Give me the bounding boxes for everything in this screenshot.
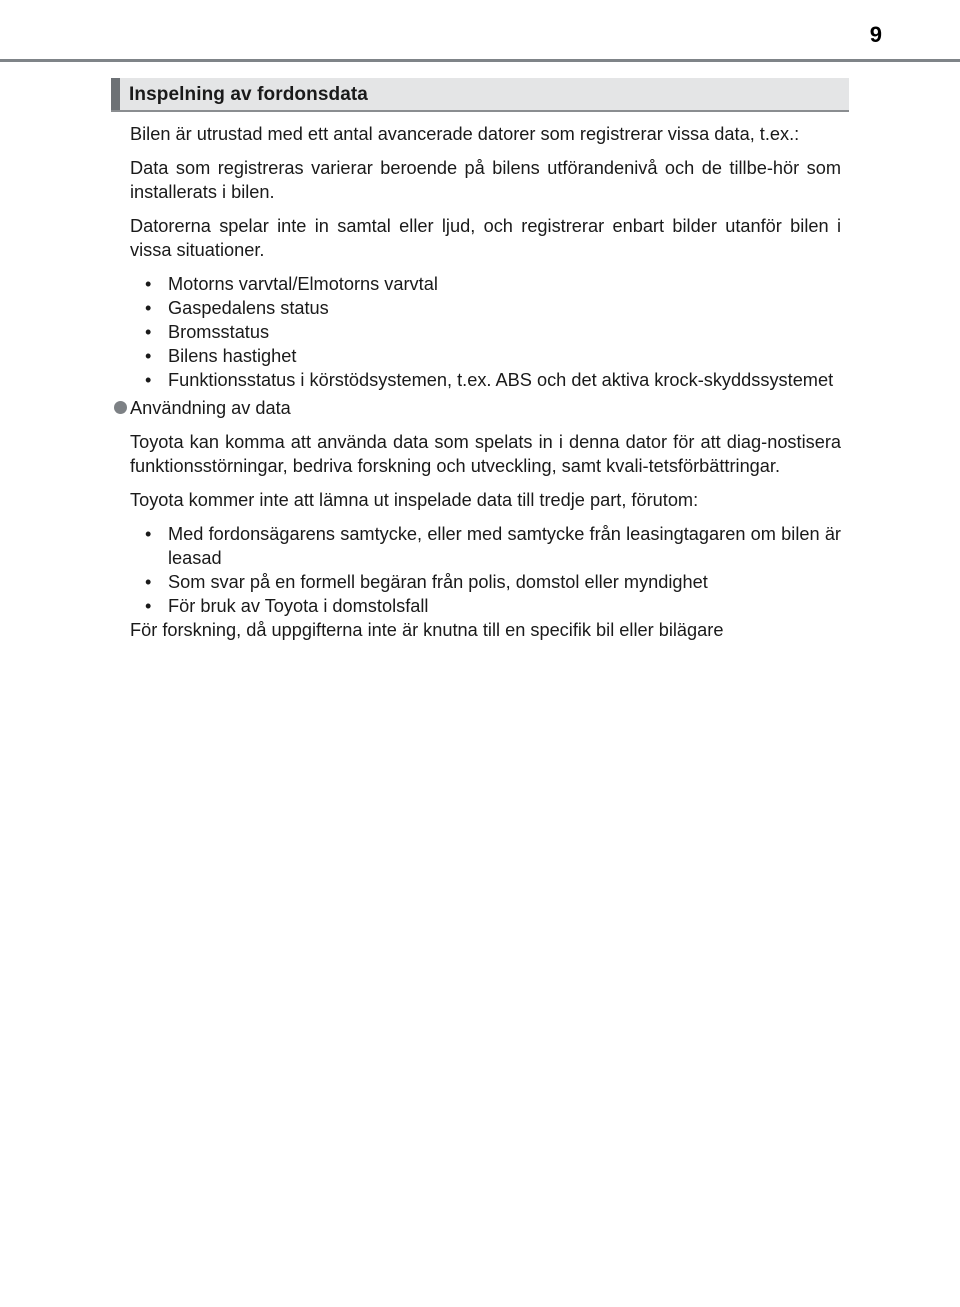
bullet-icon: •	[145, 524, 152, 544]
list-item: • Gaspedalens status	[145, 298, 329, 318]
bullet-icon: •	[145, 346, 152, 366]
list-item: • Funktionsstatus i körstödsystemen, t.ex. ABS och det aktiva krock-skyddssystemet	[145, 370, 834, 390]
recorded-data-list	[130, 272, 841, 392]
subheading-label: Användning av data	[130, 398, 291, 418]
subheading	[114, 396, 841, 420]
bullet-icon: •	[145, 596, 152, 616]
bullet-icon: •	[145, 370, 152, 390]
bullet-icon: •	[145, 298, 152, 318]
bullet-icon: •	[145, 572, 152, 592]
disclosure-list	[130, 522, 841, 618]
closing-line: För forskning, då uppgifterna inte är knutna till en specifik bil eller bilägare	[130, 620, 724, 640]
bullet-icon: •	[145, 322, 152, 342]
paragraph-third-party: Toyota kommer inte att lämna ut inspelade data till tredje part, förutom:	[130, 490, 699, 510]
section-header	[111, 78, 849, 112]
top-rule	[0, 59, 960, 62]
list-item: • För bruk av Toyota i domstolsfall	[145, 596, 429, 616]
list-item: • Motorns varvtal/Elmotorns varvtal	[145, 274, 438, 294]
bullet-icon: •	[145, 274, 152, 294]
list-item: • Med fordonsägarens samtycke, eller med samtycke från leasingtagaren om bilen är leasad	[145, 524, 841, 568]
list-item: • Bilens hastighet	[145, 346, 297, 366]
paragraph-no-audio: Datorerna spelar inte in samtal eller ljud, och registrerar enbart bilder utanför bilen i vissa situationer.	[130, 216, 841, 260]
paragraph-variation: Data som registreras varierar beroende på bilens utförandenivå och de tillbe-hör som installerats i bilen.	[130, 158, 841, 202]
paragraph-usage: Toyota kan komma att använda data som spelats in i denna dator för att diag-nostisera funktionsstörningar, bedriva forskning och utveckling, samt kvali-tetsförbättringar.	[130, 432, 841, 476]
section-header-bar	[111, 78, 120, 110]
list-item: • Som svar på en formell begäran från polis, domstol eller myndighet	[145, 572, 708, 592]
list-item: • Bromsstatus	[145, 322, 270, 342]
content-body	[130, 122, 841, 642]
page-number: 9	[869, 22, 882, 47]
paragraph-intro: Bilen är utrustad med ett antal avancerade datorer som registrerar vissa data, t.ex.:	[130, 124, 800, 144]
section-title: Inspelning av fordonsdata	[129, 84, 368, 105]
circle-bullet-icon	[114, 401, 127, 414]
